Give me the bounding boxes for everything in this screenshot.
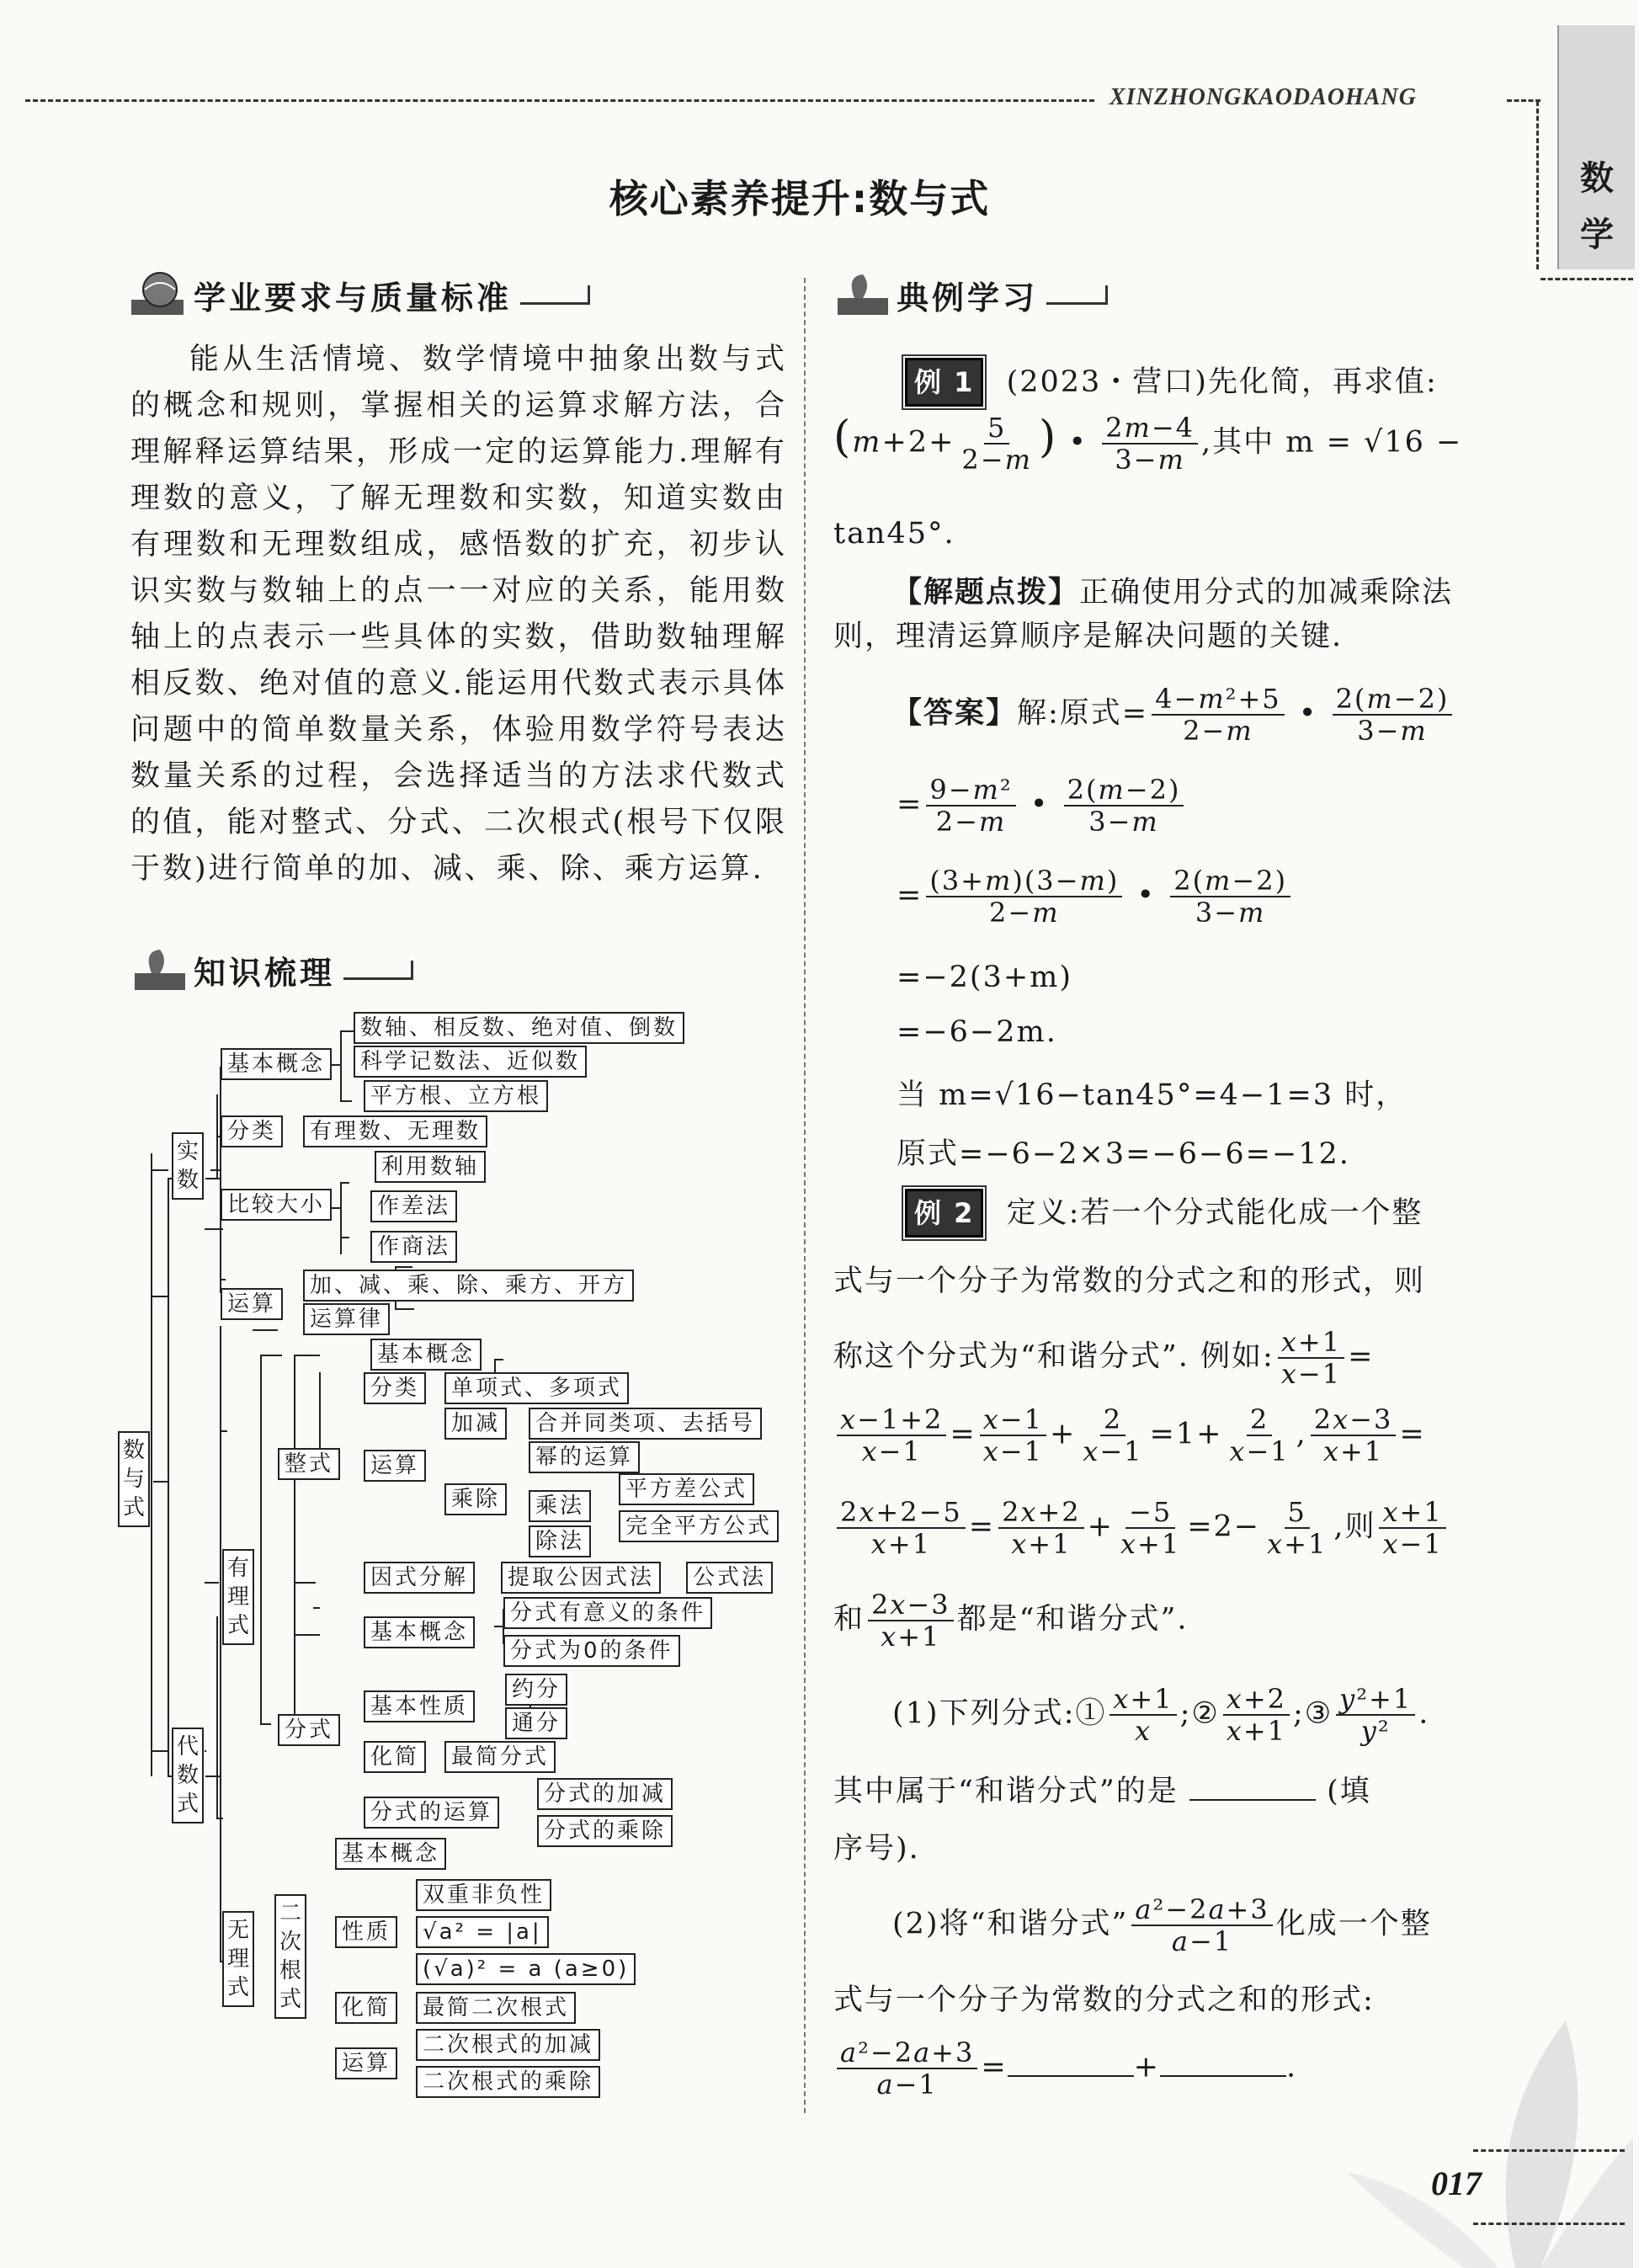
example1-source: (2023・营口)先化简，再求值: [1006, 365, 1438, 399]
paren-open: ( [833, 412, 853, 463]
footer-rule-top [1473, 2149, 1625, 2152]
fraction: $\frac{\text{9−m²}}{2-m}$ [926, 775, 1015, 837]
node-ec-huajian: 化简 [335, 1992, 397, 2024]
answer-result: 原式=−6−2×3=−6−6=−12. [897, 1137, 1350, 1171]
node-zs-jiben: 基本概念 [370, 1339, 482, 1371]
leaf-formula1: √a² = |a| [416, 1916, 549, 1948]
hint-label: 【解题点拨】 [892, 576, 1080, 610]
q1b-text: 其中属于“和谐分式”的是 [833, 1775, 1179, 1808]
node-mi: 幂的运算 [529, 1441, 640, 1473]
example2-math-2: $\frac{2x+2-5}{x+1}$ = $\frac{2x+2}{x+1}$ + $\frac{-5}{x+1}$ =2− $\frac{5}{x+1}$ ,则 $\frac{x+1}{x-1}$ [833, 1497, 1450, 1559]
fraction: $\frac{2(m-2)}{3-m}$ [1333, 684, 1453, 746]
leaf-jiben-2: 科学记数法、近似数 [354, 1046, 587, 1078]
tree-root: 数与式 [118, 1431, 150, 1527]
tab-border-bottom [1541, 278, 1633, 280]
fraction: $\frac{2x-3}{x+1}$ [1311, 1404, 1397, 1467]
paren-close: ) [1038, 412, 1058, 463]
leaf-gongshi: 公式法 [686, 1562, 773, 1594]
leaf-yunsuan-1: 加、减、乘、除、乘方、开方 [303, 1270, 634, 1302]
node-zhengshi: 整式 [278, 1448, 340, 1480]
fraction: $\frac{x+1}{x-1}$ [1278, 1327, 1344, 1389]
leaf-tiqu: 提取公因式法 [501, 1562, 661, 1594]
example-badge: 例 1 [905, 358, 983, 407]
node-chengchu: 乘除 [444, 1483, 507, 1515]
node-chengfa: 乘法 [529, 1490, 591, 1522]
connector [205, 1067, 226, 1280]
leaf-pingfangcha: 平方差公式 [619, 1473, 754, 1505]
fraction: $\frac{\text{y²+1}}{\text{y²}}$ [1336, 1684, 1415, 1746]
header-rule-right [1507, 99, 1541, 102]
page-title: 核心素养提升:数与式 [609, 176, 991, 221]
fraction: $\frac{x-1}{x-1}$ [980, 1404, 1046, 1467]
node-huajian: 化简 [364, 1741, 426, 1773]
fraction: $\frac{2x+2}{x+1}$ [998, 1497, 1084, 1559]
leaf-fs-yunsuan-2: 分式的乘除 [537, 1815, 673, 1847]
q2b-text: 化成一个整 [1275, 1907, 1432, 1941]
question-1d: 序号). [833, 1832, 920, 1866]
decorative-leaves [1263, 2004, 1633, 2268]
hint-text: 正确使用分式的加减乘除法则，理清运算顺序是解决问题的关键. [833, 576, 1454, 653]
fraction: $\frac{x-1+2}{x-1}$ [837, 1404, 946, 1467]
fraction: $\frac{5}{x+1}$ [1267, 1496, 1328, 1560]
fraction: $\frac{2}{x-1}$ [1229, 1403, 1290, 1467]
node-fenlei: 分类 [221, 1115, 283, 1147]
page-number: 017 [1431, 2164, 1482, 2202]
section-title: 学业要求与质量标准 [194, 279, 513, 317]
section-heading-examples [829, 268, 1108, 322]
fraction: $\frac{x+2}{x+1}$ [1223, 1684, 1290, 1746]
leaf-bijiao-3: 作商法 [370, 1231, 457, 1263]
example1-expression: (m+2+ $\frac{5}{2-m}$ ) • $\frac{2m-4}{3-m}$ ,其中 m = √16 − [833, 412, 1463, 476]
example1-where: ,其中 m = √16 − [1201, 425, 1463, 460]
leaf-bijiao-1: 利用数轴 [375, 1151, 486, 1183]
example1-tan: tan45°. [833, 517, 955, 551]
node-bijiao: 比较大小 [221, 1189, 332, 1221]
fraction: $\frac{x+1}{x-1}$ [1379, 1497, 1445, 1559]
subject-tab [1557, 25, 1635, 269]
q2-text: (2)将“和谐分式” [892, 1907, 1129, 1941]
fraction: $\frac{\text{a²−2a+3}}{a-1}$ [1131, 1894, 1272, 1957]
leaf-yuefen: 约分 [505, 1674, 567, 1706]
fraction: $\frac{x+1}{x}$ [1110, 1684, 1176, 1746]
node-fs-yunsuan: 分式的运算 [364, 1797, 499, 1829]
answer-label: 【答案】 [892, 696, 1018, 731]
leaf-formula2: (√a)² = a (a≥0) [416, 1953, 636, 1985]
answer-line-4: =−2(3+m) [897, 961, 1073, 994]
leaf-ec-yunsuan-1: 二次根式的加减 [416, 2029, 600, 2061]
fraction: $\frac{\text{4−m²+5}}{2-m}$ [1152, 684, 1285, 746]
node-jiben: 基本概念 [221, 1048, 332, 1080]
leaf-bijiao-2: 作差法 [370, 1190, 457, 1222]
expr-text: m [852, 425, 882, 460]
example2-math-3 [833, 1589, 1189, 1652]
leaf-ec-yunsuan-2: 二次根式的乘除 [416, 2066, 600, 2098]
answer-blank-2[interactable] [1008, 2050, 1134, 2077]
node-fs-xingzhi: 基本性质 [364, 1690, 475, 1722]
section-title: 知识梳理 [194, 954, 336, 992]
example1-intro [905, 358, 1578, 407]
leaf-yunsuan-2: 运算律 [303, 1303, 390, 1335]
standards-paragraph: 能从生活情境、数学情境中抽象出数与式的概念和规则，掌握相关的运算求解方法，合理解释运算结果，形成一定的运算能力.理解有理数的意义，了解无理数和实数，知道实数由有理数和无理数组成，感悟数的扩充，初步认识实数与数轴上的点一一对应的关系，能用数轴上的点表示一些具体的实数，借助数轴理解相反数、绝对值的意义.能运用代数式表示具体问题中的简单数量关系，体验用数学符号表达数量关系的过程，会选择适当的方法求代数式的值，能对整式、分式、二次根式(根号下仅限于数)进行简单的加、减、乘、除、乘方运算. [130, 343, 787, 886]
answer-blank-1[interactable] [1189, 1774, 1316, 1801]
plant-book-icon [829, 268, 897, 322]
leaf-jiajian: 合并同类项、去括号 [529, 1408, 762, 1440]
q1c-text: (填 [1327, 1775, 1371, 1808]
example2-def-2: 式与一个分子为常数的分式之和的形式，则 [833, 1264, 1426, 1298]
node-jiajian: 加减 [444, 1408, 507, 1440]
question-1b [833, 1770, 1371, 1813]
example2-def-1 [905, 1189, 1578, 1238]
leaf-wanquan: 完全平方公式 [619, 1510, 779, 1542]
def-text-1: 定义:若一个分式能化成一个整 [1006, 1196, 1423, 1230]
node-zs-fenlei: 分类 [364, 1372, 426, 1404]
leaf-tongfen: 通分 [505, 1707, 567, 1739]
node-youli: 有理式 [222, 1549, 254, 1645]
leaf-fs-jiben-1: 分式有意义的条件 [503, 1597, 712, 1629]
example1-hint [833, 571, 1490, 658]
node-ec-jiben: 基本概念 [335, 1838, 446, 1870]
subject-char-2: 学 [1580, 216, 1614, 254]
q1-text: (1)下列分式:① [892, 1696, 1107, 1731]
node-yunsuan: 运算 [221, 1288, 283, 1320]
leaf-fenlei: 有理数、无理数 [303, 1115, 487, 1147]
question-2-answer: $\frac{\text{a²−2a+3}}{a-1}$ = + . [833, 2037, 1297, 2100]
node-fs-jiben: 基本概念 [364, 1616, 475, 1648]
fraction: $\frac{-5}{x+1}$ [1120, 1496, 1181, 1560]
leaf-fs-jiben-2: 分式为0的条件 [503, 1635, 680, 1667]
question-1: (1)下列分式:① $\frac{x+1}{x}$ ;② $\frac{x+2}{x+1}$ ;③ $\frac{\text{y²+1}}{\text{y²}}$ . [892, 1683, 1430, 1747]
fraction: $\frac{2}{x-1}$ [1083, 1403, 1143, 1467]
fraction: $\frac{5}{2-m}$ [961, 412, 1032, 476]
node-chufa: 除法 [529, 1525, 591, 1557]
answer-prefix: 解:原式= [1017, 696, 1149, 731]
header-brand: XINZHONGKAODAOHANG [1110, 84, 1417, 110]
node-ec-xingzhi: 性质 [335, 1916, 397, 1948]
node-ec-yunsuan: 运算 [335, 2047, 397, 2079]
answer-when: 当 m=√16−tan45°=4−1=3 时， [897, 1078, 1408, 1112]
answer-line-2: = $\frac{\text{9−m²}}{2-m}$ • $\frac{2(m-2)}{3-m}$ [897, 775, 1187, 837]
example2-def-3: 称这个分式为“和谐分式”. 例如: $\frac{x+1}{x-1}$ = [833, 1326, 1375, 1390]
leaf-zuijian: 最简分式 [444, 1741, 556, 1773]
heading-tail [1046, 285, 1108, 305]
section-title: 典例学习 [897, 279, 1039, 317]
fraction: $\frac{2m-4}{3-m}$ [1102, 413, 1198, 475]
example2-math-1: $\frac{x-1+2}{x-1}$ = $\frac{x-1}{x-1}$ + $\frac{2}{x-1}$ =1+ $\frac{2}{x-1}$ , $\frac{2x-3}{x+1}$ = [833, 1404, 1426, 1467]
node-wuli: 无理式 [222, 1911, 254, 2007]
answer-line-5: =−6−2m. [897, 1015, 1057, 1049]
leaf-jiben-3: 平方根、立方根 [364, 1080, 548, 1112]
fraction: $\frac{2(m-2)}{3-m}$ [1064, 775, 1184, 837]
node-fenshi: 分式 [278, 1714, 340, 1746]
are-text: 都是“和谐分式”. [956, 1602, 1189, 1637]
answer-line-3: = $\frac{(3+m)(3-m)}{2-m}$ • $\frac{2(m-2)}{3-m}$ [897, 865, 1294, 928]
node-zs-yunsuan: 运算 [364, 1450, 426, 1482]
question-2 [892, 1894, 1432, 1957]
subject-char-1: 数 [1580, 159, 1614, 198]
fraction: $\frac{2x-3}{x+1}$ [868, 1589, 954, 1652]
leaf-zs-fenlei: 单项式、多项式 [444, 1372, 629, 1404]
answer-line-1: 【答案】解:原式= $\frac{\text{4−m²+5}}{2-m}$ • $\frac{2(m-2)}{3-m}$ [892, 684, 1455, 746]
node-erci: 二次根式 [274, 1894, 306, 2019]
connector [153, 1179, 177, 1776]
fraction: $\frac{(3+m)(3-m)}{2-m}$ [926, 865, 1122, 928]
node-shishu: 实数 [172, 1132, 204, 1200]
footer-rule-bottom [1473, 2223, 1625, 2225]
leaf-shuangchong: 双重非负性 [416, 1879, 551, 1911]
node-daishu: 代数式 [172, 1728, 204, 1823]
fraction: $\frac{2x+2-5}{x+1}$ [837, 1497, 966, 1559]
fraction: $\frac{2(m-2)}{3-m}$ [1170, 865, 1290, 928]
and-text: 和 [833, 1602, 865, 1637]
leaf-fs-yunsuan-1: 分式的加减 [537, 1778, 673, 1810]
leaf-zuijian-ec: 最简二次根式 [416, 1992, 576, 2024]
fraction: $\frac{\text{a²−2a+3}}{a-1}$ [837, 2037, 977, 2100]
node-yinshi: 因式分解 [364, 1562, 475, 1594]
example-badge: 例 2 [905, 1189, 983, 1238]
def-text-3: 称这个分式为“和谐分式”. 例如: [833, 1339, 1274, 1374]
question-2c: 式与一个分子为常数的分式之和的形式: [833, 1983, 1375, 2017]
leaf-jiben-1: 数轴、相反数、绝对值、倒数 [354, 1012, 684, 1044]
